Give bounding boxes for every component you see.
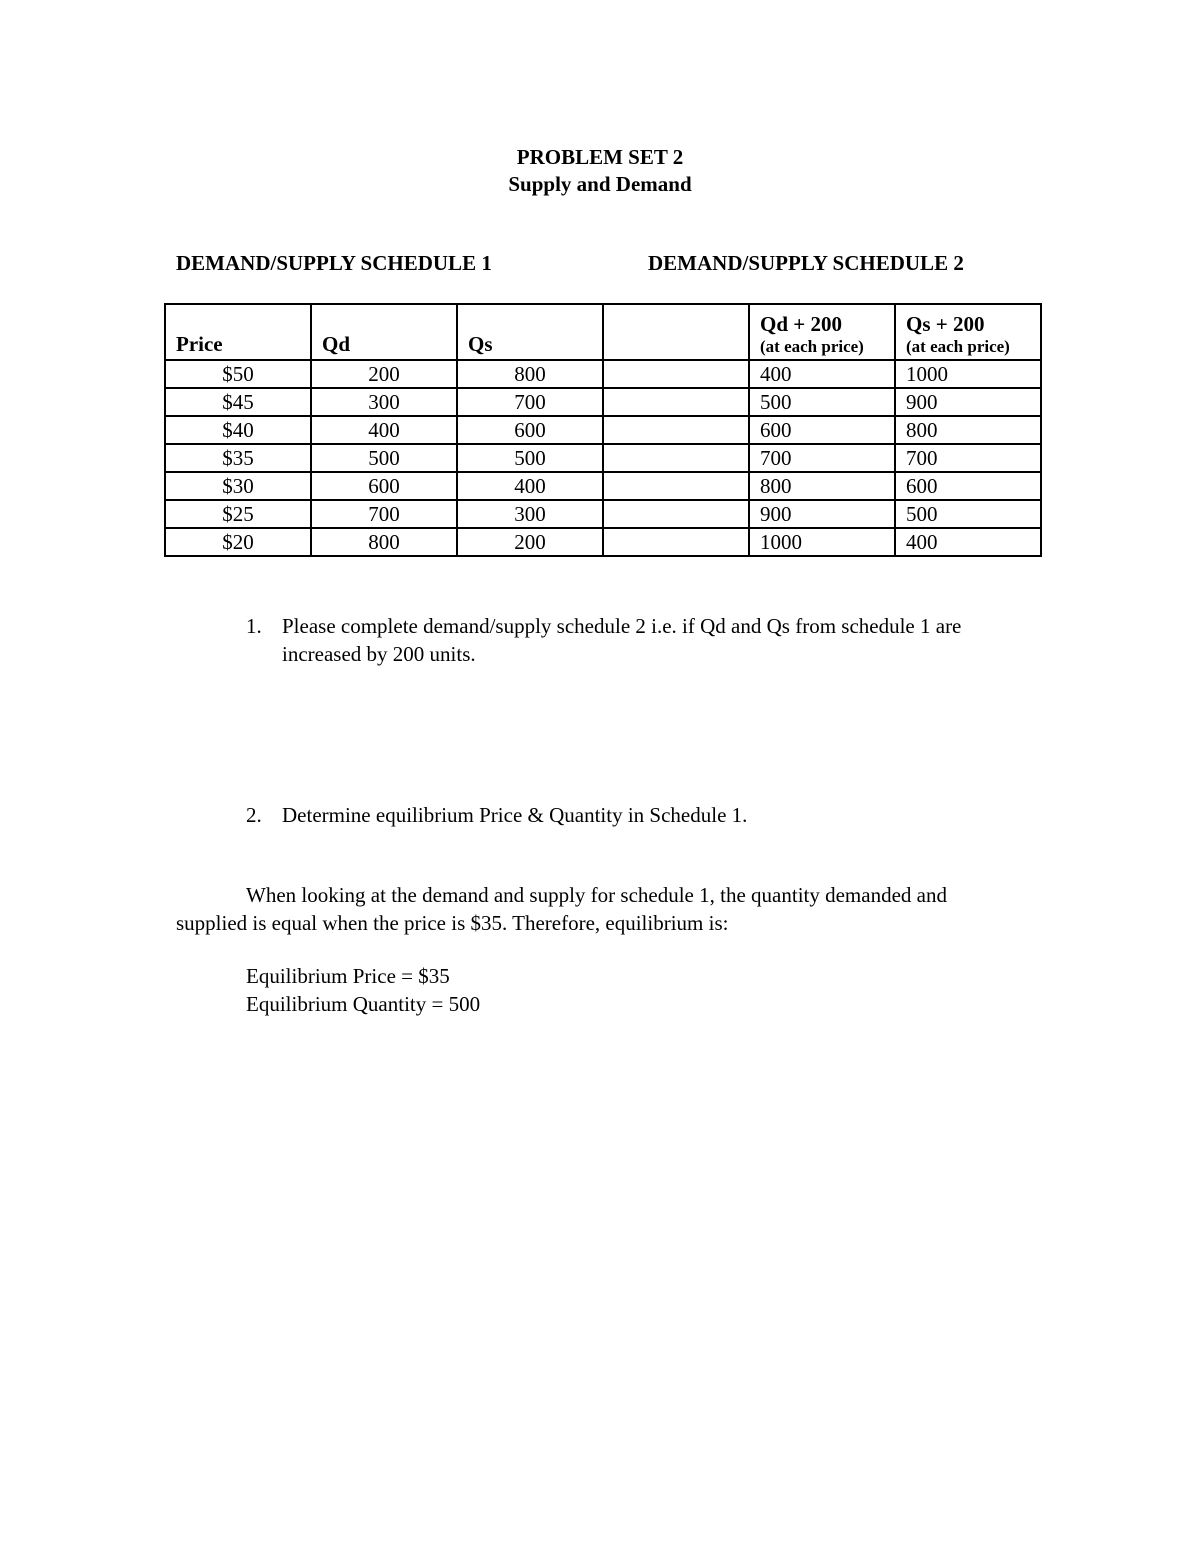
cell-qs: 700	[457, 388, 603, 416]
cell-qd-plus: 600	[749, 416, 895, 444]
cell-blank	[603, 472, 749, 500]
cell-qs-plus: 400	[895, 528, 1041, 556]
equilibrium-price: Equilibrium Price = $35	[246, 964, 450, 988]
table-row	[165, 388, 1041, 416]
question-2-text: Determine equilibrium Price & Quantity in Schedule 1.	[282, 803, 748, 827]
cell-qs: 400	[457, 472, 603, 500]
cell-qd-plus: 500	[749, 388, 895, 416]
cell-qd: 200	[311, 360, 457, 388]
cell-qd-plus: 900	[749, 500, 895, 528]
cell-blank	[603, 416, 749, 444]
cell-qd: 700	[311, 500, 457, 528]
cell-price: $45	[165, 388, 311, 416]
cell-blank	[603, 500, 749, 528]
header-qd: Qd	[311, 304, 457, 360]
cell-price: $25	[165, 500, 311, 528]
cell-qs-plus: 500	[895, 500, 1041, 528]
question-2-number: 2.	[246, 803, 262, 827]
cell-blank	[603, 528, 749, 556]
header-qd-plus-label: Qd + 200	[760, 312, 842, 336]
cell-price: $50	[165, 360, 311, 388]
table-row	[165, 528, 1041, 556]
schedule-2-heading: DEMAND/SUPPLY SCHEDULE 2	[648, 251, 964, 275]
cell-qd: 400	[311, 416, 457, 444]
cell-qs: 500	[457, 444, 603, 472]
header-price: Price	[165, 304, 311, 360]
cell-qd: 600	[311, 472, 457, 500]
cell-qs: 200	[457, 528, 603, 556]
table-row	[165, 360, 1041, 388]
cell-qs-plus: 600	[895, 472, 1041, 500]
schedule-table	[164, 303, 1042, 557]
cell-price: $40	[165, 416, 311, 444]
question-1-number: 1.	[246, 614, 262, 638]
cell-qd: 500	[311, 444, 457, 472]
header-qs-plus-sub: (at each price)	[906, 337, 1010, 356]
header-qs: Qs	[457, 304, 603, 360]
page-subtitle: Supply and Demand	[508, 172, 692, 196]
header-qs-plus	[895, 304, 1041, 360]
question-1-text: Please complete demand/supply schedule 2 i.e. if Qd and Qs from schedule 1 are increased by 200 units.	[282, 614, 962, 666]
cell-blank	[603, 444, 749, 472]
header-qd-plus-sub: (at each price)	[760, 337, 864, 356]
cell-price: $30	[165, 472, 311, 500]
cell-qs-plus: 900	[895, 388, 1041, 416]
cell-price: $35	[165, 444, 311, 472]
cell-blank	[603, 388, 749, 416]
cell-qd-plus: 700	[749, 444, 895, 472]
cell-qs-plus: 1000	[895, 360, 1041, 388]
question-1	[246, 612, 1026, 668]
cell-qd-plus: 1000	[749, 528, 895, 556]
cell-qs: 600	[457, 416, 603, 444]
page-title: PROBLEM SET 2	[516, 145, 684, 169]
cell-price: $20	[165, 528, 311, 556]
cell-qs-plus: 800	[895, 416, 1041, 444]
table-row	[165, 416, 1041, 444]
table-row	[165, 500, 1041, 528]
cell-qd: 800	[311, 528, 457, 556]
table-row	[165, 472, 1041, 500]
header-blank	[603, 304, 749, 360]
cell-qd: 300	[311, 388, 457, 416]
title-block	[0, 144, 1200, 198]
table-header-row	[165, 304, 1041, 360]
header-qd-plus	[749, 304, 895, 360]
cell-qd-plus: 800	[749, 472, 895, 500]
cell-qs-plus: 700	[895, 444, 1041, 472]
answer-paragraph: When looking at the demand and supply for schedule 1, the quantity demanded and supplied is equal when the price is $35. Therefore, equilibrium is:	[176, 883, 947, 935]
question-2	[246, 801, 1026, 829]
table-row	[165, 444, 1041, 472]
cell-blank	[603, 360, 749, 388]
cell-qs: 300	[457, 500, 603, 528]
schedule-1-heading: DEMAND/SUPPLY SCHEDULE 1	[176, 251, 492, 275]
cell-qd-plus: 400	[749, 360, 895, 388]
header-qs-plus-label: Qs + 200	[906, 312, 985, 336]
cell-qs: 800	[457, 360, 603, 388]
equilibrium-quantity: Equilibrium Quantity = 500	[246, 992, 481, 1016]
